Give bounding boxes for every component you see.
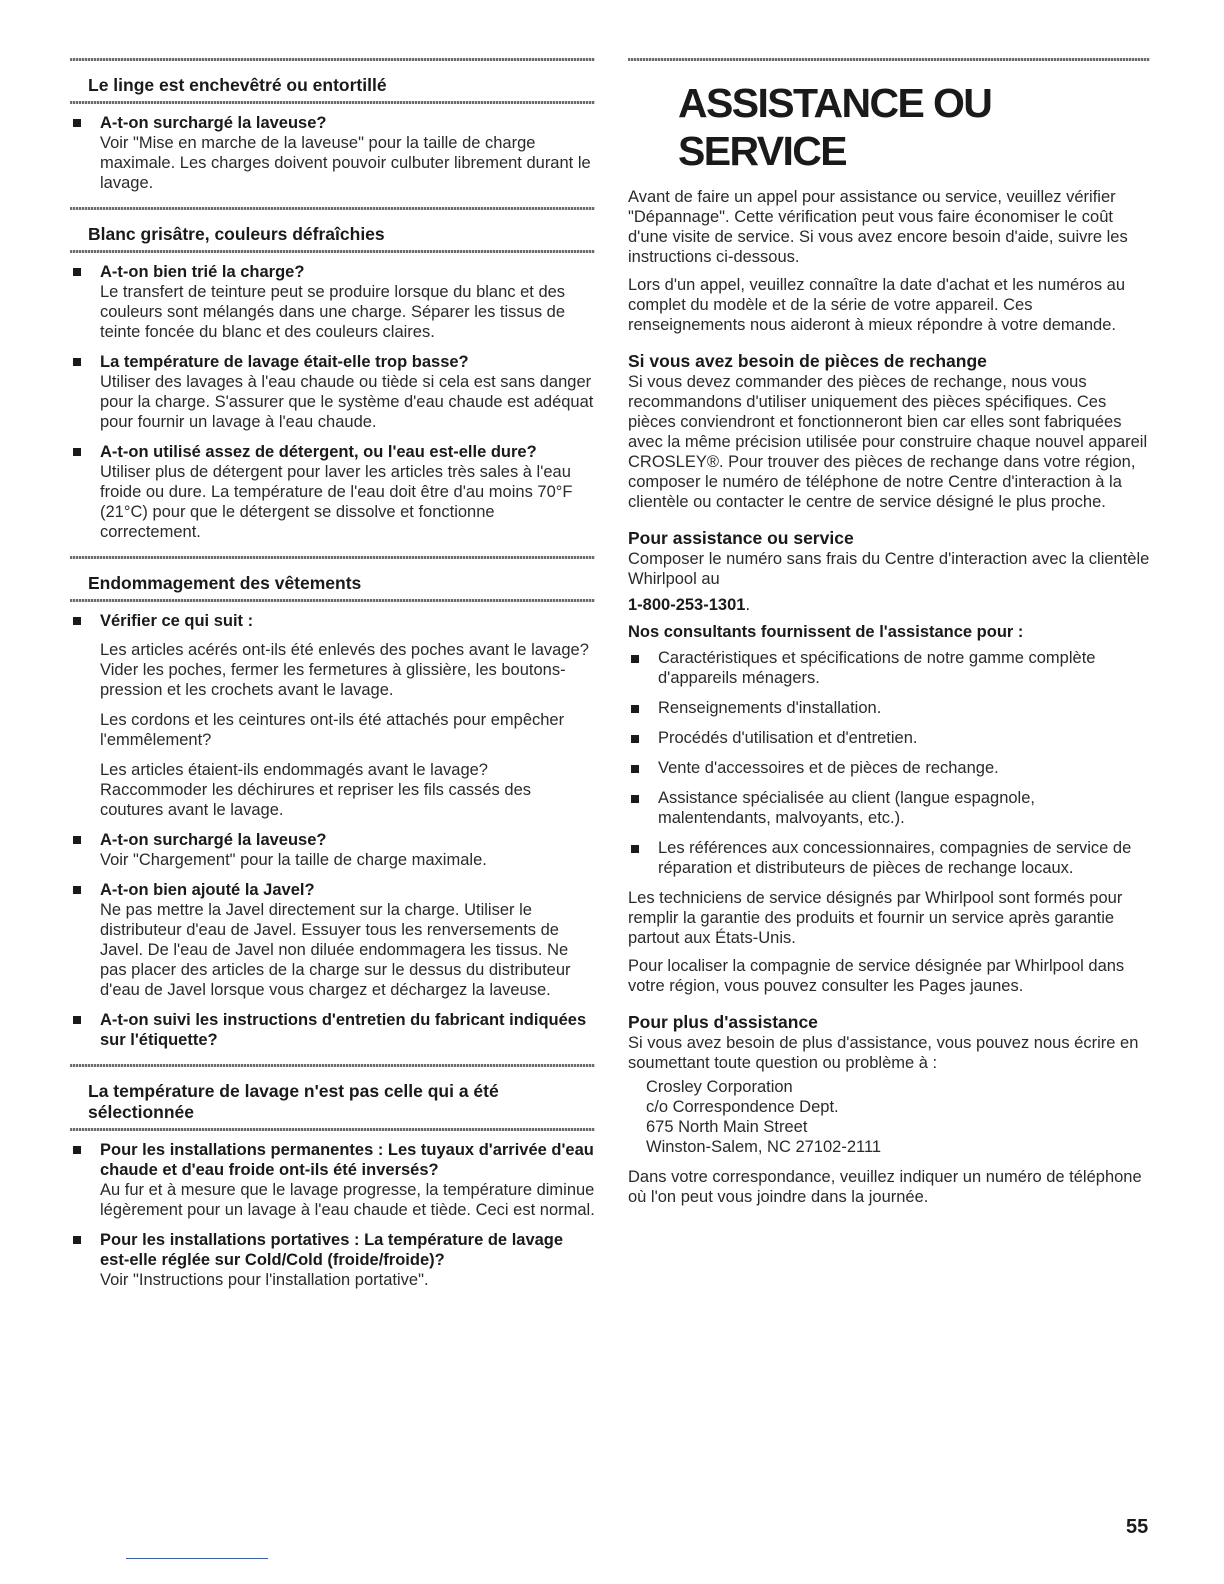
bullet-text: Caractéristiques et spécifications de notre gamme complète d'appareils ménagers. xyxy=(658,649,1096,687)
address-line: Winston-Salem, NC 27102-2111 xyxy=(646,1138,882,1156)
answer: Le transfert de teinture peut se produire lorsque du blanc et des couleurs sont mélangés dans une charge. Séparer les tissus de teinte foncée du blanc et des couleurs claires. xyxy=(100,283,566,341)
question: A-t-on suivi les instructions d'entretien du fabricant indiquées sur l'étiquette? xyxy=(100,1011,587,1049)
answer: Au fur et à mesure que le lavage progresse, la température diminue légèrement pour un lavage à l'eau chaude et tiède. Ceci est normal. xyxy=(100,1181,595,1219)
phone-number[interactable]: 1-800-253-1301 xyxy=(628,596,746,614)
title-top-rule xyxy=(628,58,1150,61)
question: A-t-on bien ajouté la Javel? xyxy=(100,881,315,899)
answer: Utiliser des lavages à l'eau chaude ou tiède si cela est sans danger pour la charge. S'assurer que le système d'eau chaude est adéquat pour fournir un lavage à l'eau chaude. xyxy=(100,373,594,431)
section-wash-temperature xyxy=(70,1064,595,1290)
section-heading: Le linge est enchevêtré ou entortillé xyxy=(88,75,387,95)
section-under-rule xyxy=(70,599,595,602)
question-item xyxy=(70,262,595,342)
address-line: Crosley Corporation xyxy=(646,1078,793,1096)
service-bullet xyxy=(628,698,1150,718)
phone-suffix: . xyxy=(745,596,751,614)
section-under-rule xyxy=(70,1128,595,1131)
question: A-t-on surchargé la laveuse? xyxy=(100,114,327,132)
section-under-rule xyxy=(70,250,595,253)
answer: Voir "Mise en marche de la laveuse" pour la taille de charge maximale. Les charges doivent pouvoir culbuter librement durant le lavage. xyxy=(100,134,591,192)
footer-rule xyxy=(126,1558,268,1559)
service-heading: Pour assistance ou service xyxy=(628,528,854,548)
address-line: c/o Correspondence Dept. xyxy=(646,1098,839,1116)
check-paragraph: Les articles étaient-ils endommagés avant le lavage? Raccommoder les déchirures et repriser les fils cassés des coutures avant le lavage. xyxy=(100,761,531,819)
question-item xyxy=(70,1230,595,1290)
question-item xyxy=(70,611,595,631)
closing-paragraph: Dans votre correspondance, veuillez indiquer un numéro de téléphone où l'on peut vous joindre dans la journée. xyxy=(628,1168,1142,1206)
question-item xyxy=(70,830,595,870)
section-heading: Endommagement des vêtements xyxy=(88,573,362,593)
answer: Voir "Chargement" pour la taille de charge maximale. xyxy=(100,851,487,869)
intro-paragraph: Avant de faire un appel pour assistance ou service, veuillez vérifier "Dépannage". Cette vérification peut vous faire économiser le coût d'une visite de service. Si vous avez encore besoin d'aide, suivre les instructions ci-dessous. xyxy=(628,188,1128,266)
consultants-label: Nos consultants fournissent de l'assistance pour : xyxy=(628,623,1024,641)
mailing-address xyxy=(646,1077,1150,1157)
answer: Ne pas mettre la Javel directement sur la charge. Utiliser le distributeur d'eau de Javel. Essuyer tous les renversements de Javel. De l'eau de Javel non diluée endommagera les tissus. Ne pas placer des articles de la charge sur le dessus du distributeur d'eau de Javel lorsque vous chargez et déchargez la laveuse. xyxy=(100,901,571,999)
page-title: ASSISTANCE OU SERVICE xyxy=(678,80,992,174)
question-item xyxy=(70,880,595,1000)
question-item xyxy=(70,442,595,542)
more-help-text: Si vous avez besoin de plus d'assistance, vous pouvez nous écrire en soumettant toute question ou problème à : xyxy=(628,1034,1139,1072)
assistance-column xyxy=(628,58,1150,1215)
question: A-t-on bien trié la charge? xyxy=(100,263,305,281)
technicians-paragraph: Les techniciens de service désignés par Whirlpool sont formés pour remplir la garantie des produits et fournir un service après garantie partout aux États-Unis. xyxy=(628,889,1123,947)
bullet-text: Renseignements d'installation. xyxy=(658,699,882,717)
section-under-rule xyxy=(70,101,595,104)
phone-line xyxy=(628,595,1150,615)
bullet-text: Procédés d'utilisation et d'entretien. xyxy=(658,729,918,747)
section-heading: Blanc grisâtre, couleurs défraîchies xyxy=(88,224,385,244)
check-paragraph: Les articles acérés ont-ils été enlevés des poches avant le lavage? Vider les poches, fermer les fermetures à glissière, les boutons-pression et les crochets avant le lavage. xyxy=(100,641,589,699)
service-text: Composer le numéro sans frais du Centre d'interaction avec la clientèle Whirlpool au xyxy=(628,550,1150,588)
parts-heading: Si vous avez besoin de pièces de rechange xyxy=(628,351,987,371)
troubleshooting-column xyxy=(70,58,595,1300)
answer: Voir "Instructions pour l'installation portative". xyxy=(100,1271,429,1289)
address-line: 675 North Main Street xyxy=(646,1118,808,1136)
question: Pour les installations permanentes : Les tuyaux d'arrivée d'eau chaude et d'eau froide ont-ils été inversés? xyxy=(100,1141,594,1179)
service-bullet xyxy=(628,788,1150,828)
service-bullet xyxy=(628,648,1150,688)
service-bullet xyxy=(628,758,1150,778)
section-damaged-clothes xyxy=(70,556,595,1050)
question: Vérifier ce qui suit : xyxy=(100,612,254,630)
more-help-heading: Pour plus d'assistance xyxy=(628,1012,818,1032)
locate-paragraph: Pour localiser la compagnie de service désignée par Whirlpool dans votre région, vous pouvez consulter les Pages jaunes. xyxy=(628,957,1125,995)
page-number: 55 xyxy=(1126,1516,1149,1538)
intro-paragraph: Lors d'un appel, veuillez connaître la date d'achat et les numéros au complet du modèle et de la série de votre appareil. Ces renseignements nous aideront à mieux répondre à votre demande. xyxy=(628,276,1126,334)
bullet-text: Les références aux concessionnaires, compagnies de service de réparation et distributeurs de pièces de rechange locaux. xyxy=(658,839,1132,877)
question: Pour les installations portatives : La température de lavage est-elle réglée sur Cold/Cold (froide/froide)? xyxy=(100,1231,564,1269)
question: La température de lavage était-elle trop basse? xyxy=(100,353,469,371)
bullet-text: Vente d'accessoires et de pièces de rechange. xyxy=(658,759,999,777)
question-item xyxy=(70,1010,595,1050)
question: A-t-on surchargé la laveuse? xyxy=(100,831,327,849)
section-grey-whites xyxy=(70,207,595,542)
bullet-text: Assistance spécialisée au client (langue espagnole, malentendants, malvoyants, etc.). xyxy=(658,789,1035,827)
question-item xyxy=(70,1140,595,1220)
parts-text: Si vous devez commander des pièces de rechange, nous vous recommandons d'utiliser uniquement des pièces spécifiques. Ces pièces conviendront et fonctionneront bien car elles sont fabriquées avec la même précision utilisée pour construire chaque nouvel appareil CROSLEY®. Pour trouver des pièces de rechange dans votre région, composer le numéro de téléphone de notre Centre d'interaction à la clientèle ou contacter le centre de service désigné le plus proche. xyxy=(628,373,1148,511)
check-paragraph: Les cordons et les ceintures ont-ils été attachés pour empêcher l'emmêlement? xyxy=(100,711,565,749)
section-tangled-laundry xyxy=(70,58,595,193)
section-heading: La température de lavage n'est pas celle qui a été sélectionnée xyxy=(88,1081,499,1122)
service-bullet xyxy=(628,728,1150,748)
answer: Utiliser plus de détergent pour laver les articles très sales à l'eau froide ou dure. La température de l'eau doit être d'au moins 70°F (21°C) pour que le détergent se dissolve et fonctionne correctement. xyxy=(100,463,573,541)
question-item xyxy=(70,352,595,432)
service-bullet xyxy=(628,838,1150,878)
question: A-t-on utilisé assez de détergent, ou l'eau est-elle dure? xyxy=(100,443,537,461)
question-item xyxy=(70,113,595,193)
